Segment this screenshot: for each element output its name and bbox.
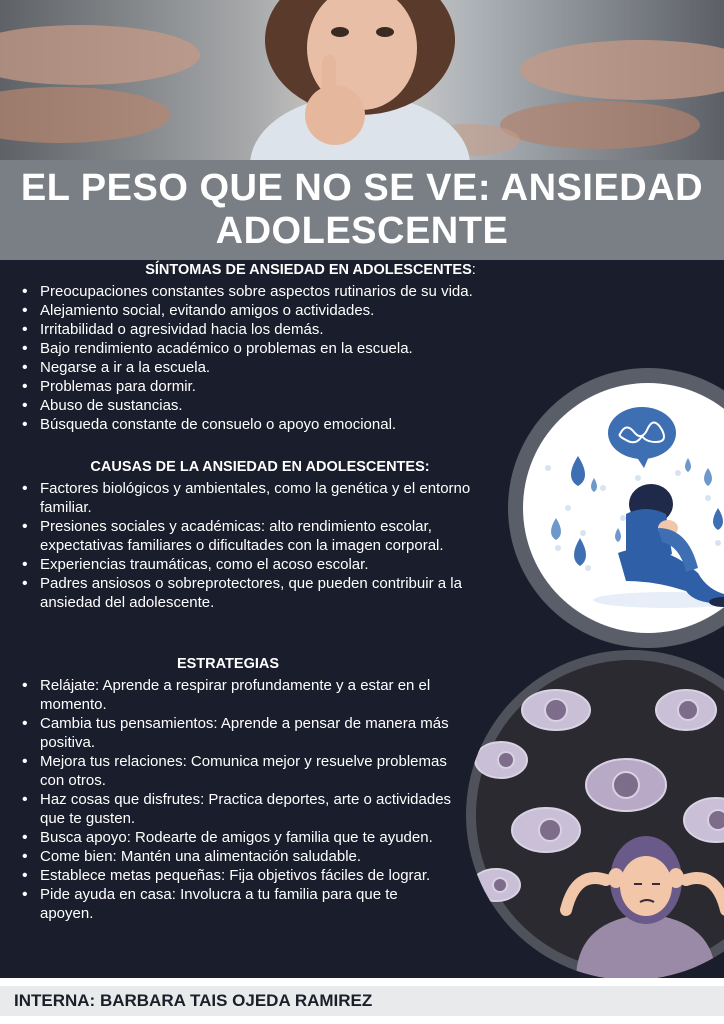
list-item: • Negarse a ir a la escuela. (40, 358, 600, 377)
sintomas-heading-suffix: : (471, 262, 476, 278)
list-item: • Padres ansiosos o sobreprotectores, que pueden contribuir a la ansiedad del adolescente. (40, 574, 510, 612)
page-title: EL PESO QUE NO SE VE: ANSIEDAD ADOLESCENTE (20, 167, 704, 252)
list-item: • Relájate: Aprende a respirar profundamente y a estar en el momento. (40, 676, 455, 714)
title-band (0, 160, 724, 260)
footer-bar (0, 986, 724, 1016)
list-item: • Busca apoyo: Rodearte de amigos y familia que te ayuden. (40, 828, 455, 847)
list-item: • Factores biológicos y ambientales, como la genética y el entorno familiar. (40, 479, 510, 517)
list-item: • Experiencias traumáticas, como el acoso escolar. (40, 555, 510, 574)
list-item: • Búsqueda constante de consuelo o apoyo emocional. (40, 415, 600, 434)
eyes-girl-illustration (466, 650, 724, 980)
estrategias-heading: ESTRATEGIAS (176, 656, 280, 672)
list-item: • Cambia tus pensamientos: Aprende a pensar de manera más positiva. (40, 714, 455, 752)
author-credit: INTERNA: BARBARA TAIS OJEDA RAMIREZ (14, 991, 373, 1010)
list-item: • Preocupaciones constantes sobre aspectos rutinarios de su vida. (40, 282, 600, 301)
sintomas-heading-text: SÍNTOMAS DE ANSIEDAD EN ADOLESCENTES (145, 262, 472, 278)
sintomas-heading (0, 262, 621, 278)
list-item: • Presiones sociales y académicas: alto rendimiento escolar, expectativas familiares o dificultades con la imagen corporal. (40, 517, 510, 555)
list-item: • Come bien: Mantén una alimentación saludable. (40, 847, 455, 866)
hero-photo (0, 0, 724, 160)
list-item: • Irritabilidad o agresividad hacia los demás. (40, 320, 600, 339)
sintomas-list (0, 282, 600, 434)
list-item: • Bajo rendimiento académico o problemas en la escuela. (40, 339, 600, 358)
content-area (0, 260, 724, 978)
causas-heading: CAUSAS DE LA ANSIEDAD EN ADOLESCENTES: (90, 459, 430, 475)
footer (0, 978, 724, 1024)
list-item: • Establece metas pequeñas: Fija objetivos fáciles de lograr. (40, 866, 455, 885)
causas-list (0, 479, 510, 612)
list-item: • Problemas para dormir. (40, 377, 600, 396)
eyes-girl-image (466, 650, 724, 980)
list-item: • Pide ayuda en casa: Involucra a tu familia para que te apoyen. (40, 885, 455, 923)
hero-photo-illustration (0, 0, 724, 160)
list-item: • Alejamiento social, evitando amigos o actividades. (40, 301, 600, 320)
list-item: • Haz cosas que disfrutes: Practica deportes, arte o actividades que te gusten. (40, 790, 455, 828)
list-item: • Abuso de sustancias. (40, 396, 600, 415)
list-item: • Mejora tus relaciones: Comunica mejor y resuelve problemas con otros. (40, 752, 455, 790)
estrategias-list (0, 676, 455, 923)
